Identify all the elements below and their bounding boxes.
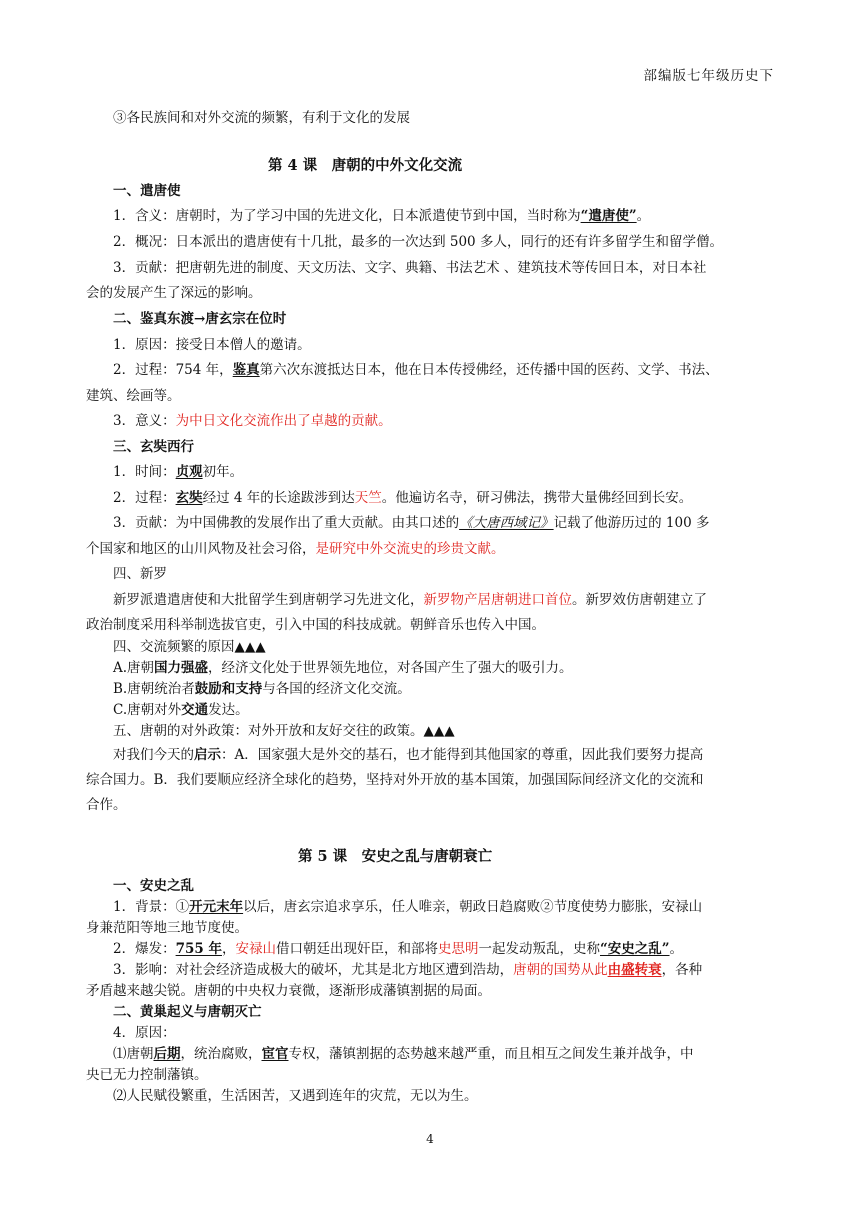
paragraph-line: 身兼范阳等地三地节度使。 xyxy=(86,920,248,936)
section-heading: 三、玄奘西行 xyxy=(113,439,194,455)
key-term: 755 年 xyxy=(175,941,222,957)
paragraph-line: 1．时间：贞观初年。 xyxy=(113,464,244,480)
paragraph-line: 央已无力控制藩镇。 xyxy=(86,1067,208,1083)
paragraph-line: 政治制度采用科举制选拔官吏，引入中国的科技成就。朝鲜音乐也传入中国。 xyxy=(86,617,545,633)
paragraph-line: 矛盾越来越尖锐。唐朝的中央权力衰微，逐渐形成藩镇割据的局面。 xyxy=(86,983,491,999)
paragraph-line: 3．贡献：为中国佛教的发展作出了重大贡献。由其口述的《大唐西域记》记载了他游历过的 100 多 xyxy=(113,515,710,531)
paragraph-line: 4．原因： xyxy=(113,1025,176,1041)
paragraph-line: 对我们今天的启示：A．国家强大是外交的基石，也才能得到其他国家的尊重，因此我们要努力提高 xyxy=(113,747,704,763)
key-term: 玄奘 xyxy=(175,490,203,506)
paragraph-line: 综合国力。B．我们要顺应经济全球化的趋势，坚持对外开放的基本国策，加强国际间经济文化的交流和 xyxy=(86,772,704,788)
paragraph-line: ⑴唐朝后期，统治腐败，宦官专权，藩镇割据的态势越来越严重，而且相互之间发生兼并战争，中 xyxy=(113,1046,694,1062)
paragraph-line: 合作。 xyxy=(86,797,127,813)
lesson4-title: 第 4 课 唐朝的中外文化交流 xyxy=(268,157,463,174)
key-term: 《大唐西域记》 xyxy=(459,515,554,531)
key-term: “遣唐使” xyxy=(580,208,637,224)
paragraph-line: ⑵人民赋役繁重，生活困苦，又遇到连年的灾荒，无以为生。 xyxy=(113,1088,478,1104)
section-heading: 四、新罗 xyxy=(113,566,167,582)
paragraph-line: 1．背景：①开元末年以后，唐玄宗追求享乐，任人唯亲，朝政日趋腐败②节度使势力膨胀，安禄山 xyxy=(113,899,703,915)
intro-line: ③各民族间和对外交流的频繁，有利于文化的发展 xyxy=(113,110,410,126)
key-term: 后期 xyxy=(153,1046,181,1062)
section-heading: 四、交流频繁的原因▲▲▲ xyxy=(113,639,266,655)
paragraph-line: 1．含义：唐朝时，为了学习中国的先进文化，日本派遣使节到中国，当时称为“遣唐使”。 xyxy=(113,208,651,224)
paragraph-line: 3．意义：为中日文化交流作出了卓越的贡献。 xyxy=(113,413,392,429)
highlight-text: 是研究中外交流史的珍贵文献。 xyxy=(315,541,505,557)
page-number: 4 xyxy=(426,1132,434,1146)
key-term: 开元末年 xyxy=(189,899,244,915)
paragraph-line: 新罗派遣遣唐使和大批留学生到唐朝学习先进文化，新罗物产居唐朝进口首位。新罗效仿唐朝建立了 xyxy=(113,592,707,608)
key-term: 宦官 xyxy=(261,1046,289,1062)
section-heading: 一、遣唐使 xyxy=(113,183,181,199)
highlight-text: 新罗物产居唐朝进口首位 xyxy=(423,592,572,608)
section-heading: 一、安史之乱 xyxy=(113,878,194,894)
subject-header: 部编版七年级历史下 xyxy=(643,68,774,84)
section-heading: 二、鉴真东渡→唐玄宗在位时 xyxy=(113,311,287,327)
paragraph-line: 个国家和地区的山川风物及社会习俗，是研究中外交流史的珍贵文献。 xyxy=(86,541,505,557)
key-term: “安史之乱” xyxy=(599,941,670,957)
list-item: A.唐朝国力强盛，经济文化处于世界领先地位，对各国产生了强大的吸引力。 xyxy=(113,660,573,676)
key-term: 由盛转衰 xyxy=(607,962,662,978)
key-term: 贞观 xyxy=(175,464,203,480)
highlight-text: 天竺 xyxy=(354,490,382,506)
highlight-text: 史思明 xyxy=(437,941,479,957)
highlight-text: 安禄山 xyxy=(235,941,276,957)
paragraph-line: 2．过程：754 年，鉴真第六次东渡抵达日本，他在日本传授佛经，还传播中国的医药、文学、书法、 xyxy=(113,362,719,378)
paragraph-line: 2．爆发：755 年，安禄山借口朝廷出现奸臣，和部将史思明一起发动叛乱，史称“安史之乱”。 xyxy=(113,941,684,957)
paragraph-line: 建筑、绘画等。 xyxy=(86,388,181,404)
section-heading: 五、唐朝的对外政策：对外开放和友好交往的政策。▲▲▲ xyxy=(113,723,455,739)
highlight-text: 唐朝的国势从此 xyxy=(513,962,608,978)
section-heading: 二、黄巢起义与唐朝灭亡 xyxy=(113,1004,262,1020)
list-item: C.唐朝对外交通发达。 xyxy=(113,702,249,718)
paragraph-line: 会的发展产生了深远的影响。 xyxy=(86,285,262,301)
paragraph-line: 2．过程：玄奘经过 4 年的长途跋涉到达天竺。他遍访名寺，研习佛法，携带大量佛经回到长安。 xyxy=(113,490,693,506)
paragraph-line: 1．原因：接受日本僧人的邀请。 xyxy=(113,337,311,353)
lesson5-title: 第 5 课 安史之乱与唐朝衰亡 xyxy=(298,848,493,865)
paragraph-line: 2．概况：日本派出的遣唐使有十几批，最多的一次达到 500 多人，同行的还有许多留学生和留学僧。 xyxy=(113,234,723,250)
highlight-text: 为中日文化交流作出了卓越的贡献。 xyxy=(175,413,392,429)
paragraph-line: 3．影响：对社会经济造成极大的破坏，尤其是北方地区遭到浩劫，唐朝的国势从此由盛转衰，各种 xyxy=(113,962,703,978)
list-item: B.唐朝统治者鼓励和支持与各国的经济文化交流。 xyxy=(113,681,411,697)
key-term: 鉴真 xyxy=(232,362,260,378)
paragraph-line: 3．贡献：把唐朝先进的制度、天文历法、文字、典籍、书法艺术 、建筑技术等传回日本，对日本社 xyxy=(113,260,707,276)
